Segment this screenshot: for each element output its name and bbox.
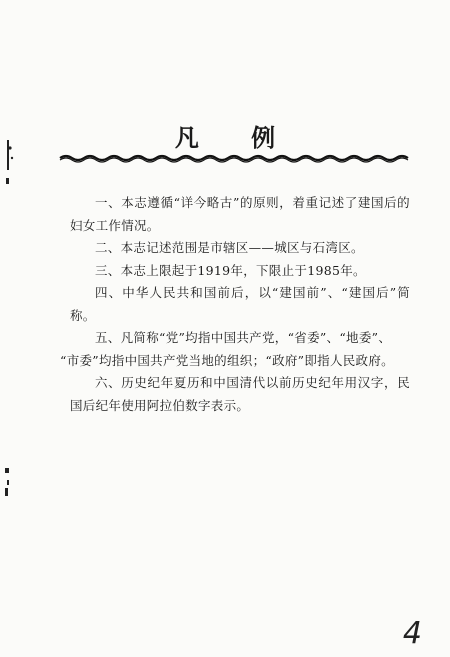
guideline-paragraph-4: 四、中华人民共和国前后，以“建国前”、“建国后”简称。 [70,285,410,323]
guideline-paragraph-2: 二、本志记述范围是市辖区——城区与石湾区。 [95,240,364,255]
page-title: 凡 例 [174,123,298,152]
guideline-paragraph-6: 六、历史纪年夏历和中国清代以前历史纪年用汉字，民国后纪年使用阿拉伯数字表示。 [70,375,410,413]
guideline-paragraph-5-continued: “市委”均指中国共产党当地的组织；“政府”即指人民政府。 [60,352,394,368]
guideline-paragraph-5: 五、凡简称“党”均指中国共产党，“省委”、“地委”、 [95,330,392,345]
guideline-paragraph-3: 三、本志上限起于1919年，下限止于1985年。 [95,262,366,278]
guidelines-body [60,192,410,417]
guideline-paragraph-1: 一、本志遵循“详今略古”的原则，着重记述了建国后的妇女工作情况。 [70,195,410,233]
scan-edge-marks [0,0,30,657]
page-number: 4 [402,616,422,651]
title-divider [58,151,414,165]
